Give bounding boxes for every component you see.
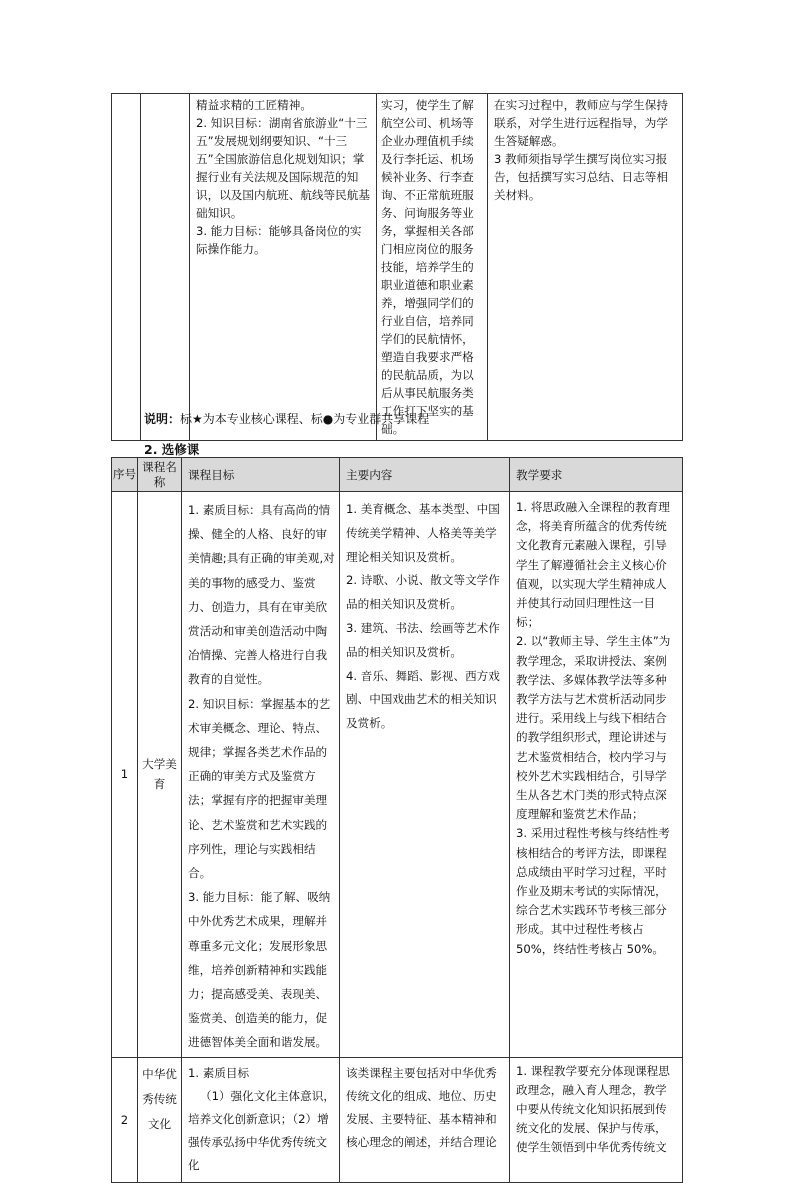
goal-text: 1. 素质目标：具有高尚的情操、健全的人格、良好的审美情趣;具有正确的审美观,对美的事物的感受力、鉴赏力、创造力，具有在审美欣赏活动和审美创造活动中陶冶情操、完善人格进行自我教育的自觉性。 [188,503,335,687]
goal-text: 2. 知识目标：湖南省旅游业“十三五”发展规划纲要知识、“十三五”全国旅游信息化规划知识；掌握行业有关法规及国际规范的知识，以及国内航班、航线等民航基础知识。 [196,116,370,220]
content-text: 2. 诗歌、小说、散文等文学作品的相关知识及赏析。 [346,573,500,612]
table-row [112,94,683,441]
name-cell [141,94,190,441]
header-requirement: 教学要求 [510,458,683,492]
content-text: 该类课程主要包括对中华优秀传统文化的组成、地位、历史发展、主要特征、基本精神和核心理念的阐述，并结合理论 [346,1065,497,1149]
table-row [112,492,683,1058]
header-no: 序号 [112,458,138,492]
goal-text: （1）强化文化主体意识，培养文化创新意识；（2）增强传承弘扬中华优秀传统文化 [188,1088,335,1172]
content-cell [340,492,510,1058]
requirement-text: 2. 以“教师主导、学生主体”为教学理念，采取讲授法、案例教学法、多媒体教学法等多种教学方法与艺术赏析活动同步进行。采用线上与线下相结合的教学组织形式，理论讲述与艺术鉴赏相结合，校内学习与校外艺术实践相结合，引导学生从各艺术门类的形式特点深度理解和鉴赏艺术作品； [516,634,671,822]
goal-text: 2. 知识目标：掌握基本的艺术审美概念、理论、特点、规律；掌握各类艺术作品的正确的审美方式及鉴赏方法；掌握有序的把握审美理论、艺术鉴赏和艺术实践的序列性，理论与实践相结合。 [188,696,331,881]
content-text: 4. 音乐、舞蹈、影视、西方戏剧、中国戏曲艺术的相关知识及赏析。 [346,668,500,731]
content-text: 实习，使学生了解航空公司、机场等企业办理值机手续及行李托运、机场候补业务、行李查询、不正常航班服务、问询服务等业务，掌握相关各部门相应岗位的服务技能，培养学生的职业道德和职业素养，增强同学们的行业自信，培养同学们的民航情怀，塑造自我要求严格的民航品质，为以后从事民航服务类工作打下坚实的基础。 [381,98,474,436]
goal-cell [182,492,340,1058]
internship-course-table [111,93,683,441]
table-row [112,1057,683,1182]
row-number: 1 [112,492,138,1058]
no-cell [112,94,141,441]
row-number: 2 [112,1057,138,1182]
goal-text: 3. 能力目标：能了解、吸纳中外优秀艺术成果，理解并尊重多元文化；发展形象思维，培养创新精神和实践能力；提高感受美、表现美、鉴赏美、创造美的能力，促进德智体美全面和谐发展。 [188,890,331,1050]
section-title: 2. 选修课 [144,442,200,457]
header-name: 课程名称 [138,458,182,492]
elective-course-table [111,457,683,1183]
requirement-cell [510,492,683,1058]
legend-note [144,410,429,427]
requirement-text: 3. 采用过程性考核与终结性考核相结合的考评方法，即课程总成绩由平时学习过程，平时作业及期末考试的实际情况，综合艺术实践环节考核三部分形成。其中过程性考核占 50%，终结性考核占 50%。 [516,826,670,956]
course-name: 中华优秀传统文化 [138,1057,182,1182]
requirement-cell [488,94,683,441]
goal-cell [182,1057,340,1182]
requirement-text: 3 教师须指导学生撰写岗位实习报告，包括撰写实习总结、日志等相关材料。 [494,152,668,202]
goal-text: 3. 能力目标：能够具备岗位的实际操作能力。 [196,224,362,256]
goal-text: 1. 素质目标 [188,1065,250,1080]
note-text: 标★为本专业核心课程、标●为专业群共享课程 [180,412,430,426]
content-cell [377,94,488,441]
content-cell [340,1057,510,1182]
content-text: 3. 建筑、书法、绘画等艺术作品的相关知识及赏析。 [346,620,500,659]
requirement-text: 1. 课程教学要充分体现课程思政理念，融入育人理念，教学中要从传统文化知识拓展到传统文化的发展、保护与传承，使学生领悟到中华优秀传统文 [516,1063,670,1154]
requirement-cell [510,1057,683,1182]
header-goal: 课程目标 [182,458,340,492]
requirement-text: 在实习过程中，教师应与学生保持联系，对学生进行远程指导，为学生答疑解惑。 [494,98,668,148]
content-text: 1. 美育概念、基本类型、中国传统美学精神、人格美等美学理论相关知识及赏析。 [346,502,500,564]
course-name: 大学美育 [138,492,182,1058]
note-label: 说明： [144,412,181,426]
goal-cell [190,94,377,441]
requirement-text: 1. 将思政融入全课程的教育理念，将美育所蕴含的优秀传统文化教育元素融入课程，引导学生了解遵循社会主义核心价值观，以实现大学生精神成人并使其行动回归理性这一目标； [516,500,670,630]
header-content: 主要内容 [340,458,510,492]
goal-text: 精益求精的工匠精神。 [196,98,312,112]
table-header-row [112,458,683,492]
